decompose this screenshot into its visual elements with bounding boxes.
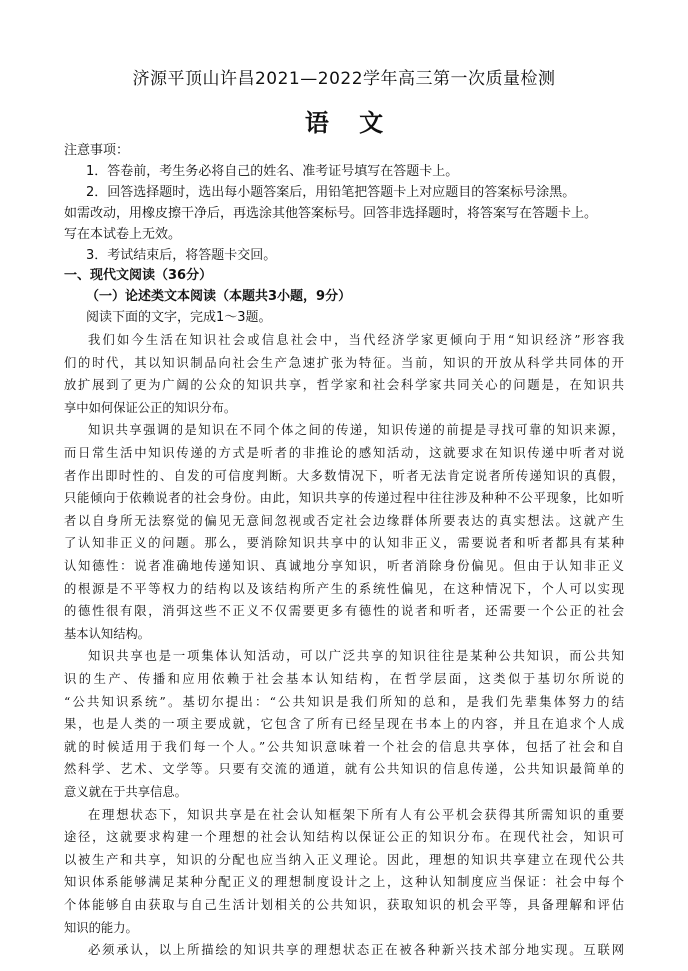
notice-item-3: 3．考试结束后，将答题卡交回。 (86, 248, 277, 263)
exam-title: 济源平顶山许昌2021—2022学年高三第一次质量检测 (132, 69, 556, 89)
passage-line: 果，也是人类的一项主要成就，它包含了所有已经呈现在书本上的内容，并且在追求个人成 (64, 717, 624, 732)
subject-title: 语 文 (304, 109, 384, 137)
notice-item-2-end: 写在本试卷上无效。 (64, 227, 182, 242)
passage-line: 然科学、艺术、文学等。只要有交流的通道，就有公共知识的信息传递，公共知识最简单的 (64, 762, 624, 777)
passage-line: 而日常生活中知识传递的方式是听者的非推论的感知活动，这就要求在知识传递中听者对说 (64, 446, 624, 460)
passage-line: 识的生产、传播和应用依赖于社会基本认知结构，在哲学层面，这类似于基切尔所说的 (64, 672, 624, 686)
notice-item-2: 2．回答选择题时，选出每小题答案后，用铅笔把答题卡上对应题目的答案标号涂黑。 (86, 185, 576, 200)
sub-section-heading: （一）论述类文本阅读（本题共3小题，9分） (86, 289, 352, 304)
passage-line: 必须承认，以上所描绘的知识共享的理想状态正在被各种新兴技术部分地实现。互联网 (88, 943, 624, 958)
passage-line: 的德性很有限，消弭这些不正义不仅需要更多有德性的说者和听者，还需要一个公正的社会 (64, 604, 624, 619)
passage-line: 享中如何保证公正的知识分布。 (64, 400, 237, 415)
passage-line: 以被生产和共享，知识的分配也应当纳入正义理论。因此，理想的知识共享建立在现代公共 (64, 852, 624, 867)
passage-line: 们的时代，其以知识制品向社会生产急速扩张为特征。当前，知识的开放从科学共同体的开 (64, 355, 624, 370)
reading-instruction: 阅读下面的文字，完成1～3题。 (86, 310, 272, 325)
passage-line: 意义就在于共享信息。 (64, 785, 187, 799)
passage-line: 者作出即时性的、自发的可信度判断。大多数情况下，听者无法肯定说者所传递知识的真假， (64, 468, 624, 483)
passage-line: 知识共享强调的是知识在不同个体之间的传递，知识传递的前提是寻找可靠的知识来源， (88, 423, 624, 438)
passage-line: 只能倾向于依赖说者的社会身份。由此，知识共享的传递过程中往往涉及种种不公平现象，比如听 (64, 491, 624, 506)
passage-line: 知识体系能够满足某种分配正义的理想制度设计之上，这种认知制度应当保证：社会中每个 (64, 875, 624, 890)
passage-line: 认知德性：说者准确地传递知识、真诚地分享知识，听者消除身份偏见。但由于认知非正义 (64, 559, 624, 573)
passage-line: 个体能够自由获取与自己生活计划相关的公共知识，获取知识的机会平等，具备理解和评估 (64, 898, 624, 912)
passage-line: 途径，这就要求构建一个理想的社会认知结构以保证公正的知识分布。在现代社会，知识可 (64, 830, 624, 845)
passage-line: 就的时候适用于我们每一个人。”公共知识意味着一个社会的信息共享体，包括了社会和自 (64, 739, 624, 754)
passage-line: 基本认知结构。 (64, 626, 151, 641)
notice-heading: 注意事项： (64, 143, 130, 158)
passage-line: 知识共享也是一项集体认知活动，可以广泛共享的知识往往是某种公共知识，而公共知 (88, 649, 624, 664)
passage-line: 的根源是不平等权力的结构以及该结构所产生的系统性偏见，在这种情况下，个人可以实现 (64, 581, 624, 596)
notice-item-2-cont: 如需改动，用橡皮擦干净后，再选涂其他答案标号。回答非选择题时，将答案写在答题卡上。 (64, 206, 598, 221)
passage-line: 放扩展到了更为广阔的公众的知识共享，哲学家和社会科学家共同关心的问题是，在知识共 (64, 378, 624, 393)
passage-line: 我们如今生活在知识社会或信息社会中，当代经济学家更倾向于用“知识经济”形容我 (88, 333, 624, 347)
passage-line: 知识的能力。 (64, 920, 138, 935)
passage-line: 了认知非正义的问题。那么，要消除知识共享中的认知非正义，需要说者和听者都具有某种 (64, 536, 624, 551)
passage-line: “公共知识系统”。基切尔提出：“公共知识是我们所知的总和，是我们先辈集体努力的结 (64, 694, 624, 709)
passage-line: 者以自身所无法察觉的偏见无意间忽视或否定社会边缘群体所要表达的真实想法。这就产生 (64, 513, 624, 528)
notice-item-1: 1．答卷前，考生务必将自己的姓名、准考证号填写在答题卡上。 (86, 164, 459, 179)
passage-line: 在理想状态下，知识共享是在社会认知框架下所有人有公平机会获得其所需知识的重要 (88, 807, 624, 822)
section-heading: 一、现代文阅读（36分） (64, 268, 213, 283)
